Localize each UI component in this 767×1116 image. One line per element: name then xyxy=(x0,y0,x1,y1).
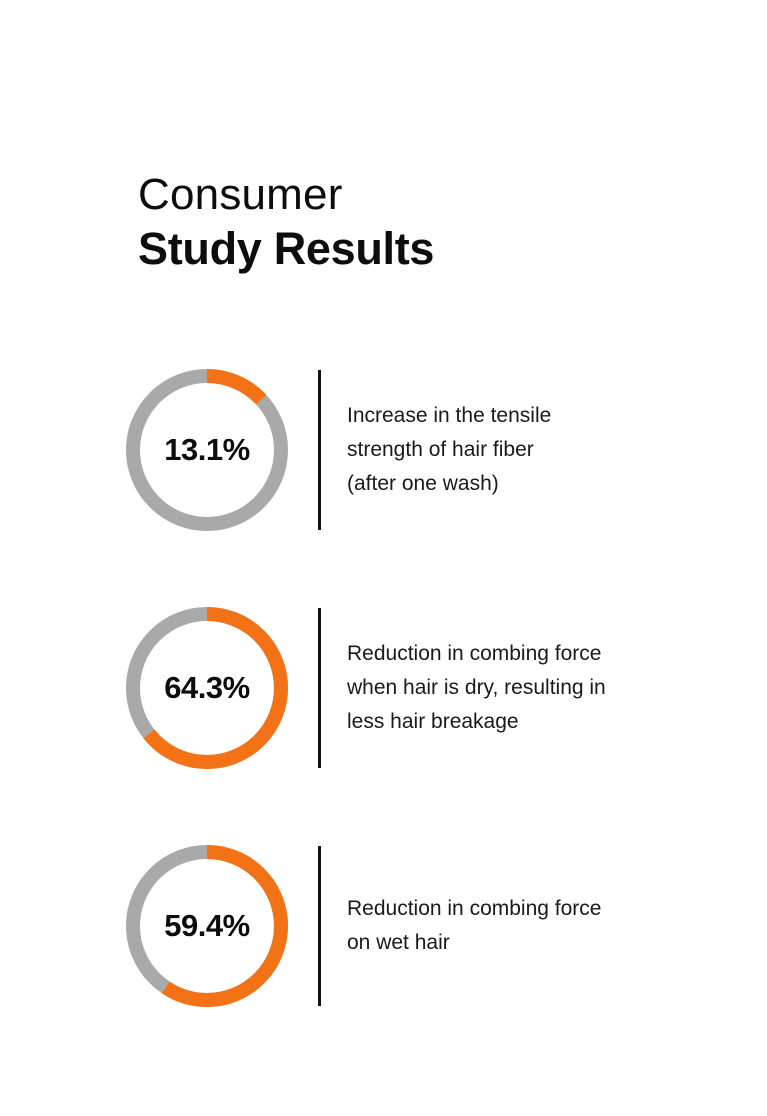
stat-description-3-line-1: Reduction in combing force xyxy=(347,896,602,920)
page-title-line-1: Consumer xyxy=(138,170,343,219)
donut-chart-3 xyxy=(122,841,292,1011)
donut-value-2: 64.3% xyxy=(164,670,250,705)
stat-list xyxy=(0,360,767,1074)
page-title-line-2: Study Results xyxy=(138,223,435,275)
divider xyxy=(318,846,321,1006)
stat-description-1-line-3: (after one wash) xyxy=(347,472,499,495)
stat-description-1 xyxy=(347,399,551,501)
page-title xyxy=(138,172,658,275)
stat-description-2-line-3: less hair breakage xyxy=(347,710,519,733)
divider xyxy=(318,370,321,530)
stat-description-1-line-2: strength of hair fiber xyxy=(347,437,534,461)
donut-value-1: 13.1% xyxy=(164,432,250,467)
donut-value-3: 59.4% xyxy=(164,908,250,943)
list-item xyxy=(0,836,767,1016)
stat-description-3 xyxy=(347,892,601,960)
stat-description-3-line-2: on wet hair xyxy=(347,931,450,954)
donut-chart-1 xyxy=(122,365,292,535)
stat-description-2-line-1: Reduction in combing force xyxy=(347,641,602,665)
donut-chart-2 xyxy=(122,603,292,773)
stat-description-1-line-1: Increase in the tensile xyxy=(347,403,552,427)
stat-description-2-line-2: when hair is dry, resulting in xyxy=(347,675,606,699)
stat-description-2 xyxy=(347,637,606,739)
list-item xyxy=(0,360,767,540)
list-item xyxy=(0,598,767,778)
divider xyxy=(318,608,321,768)
